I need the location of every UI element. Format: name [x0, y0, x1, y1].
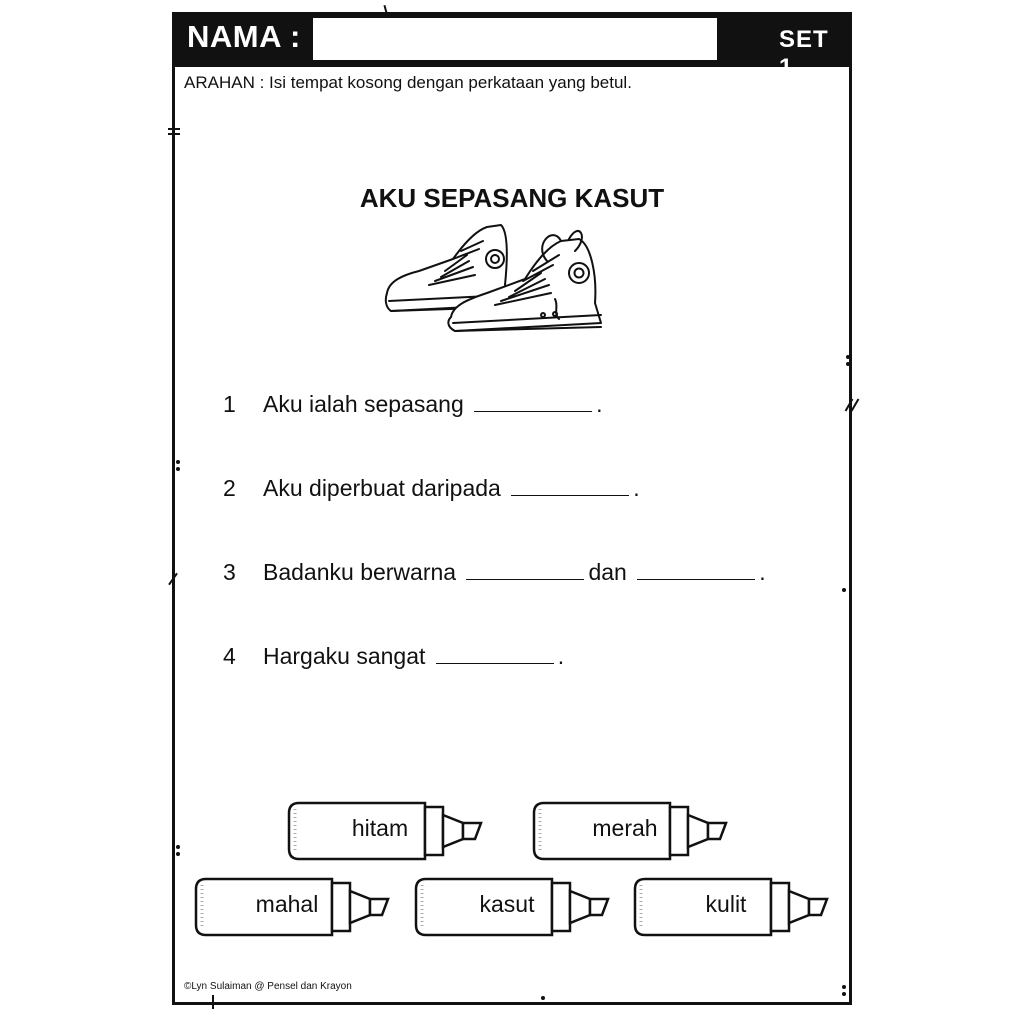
- question-2: [223, 475, 640, 502]
- word-marker-mahal[interactable]: [194, 875, 406, 939]
- question-middle: dan: [588, 559, 627, 585]
- question-end: .: [633, 475, 640, 501]
- answer-blank[interactable]: [436, 645, 554, 664]
- name-label: NAMA :: [187, 19, 301, 54]
- worksheet-title: AKU SEPASANG KASUT: [359, 183, 665, 213]
- question-number: 3: [223, 559, 236, 585]
- word-label: kasut: [479, 891, 535, 917]
- word-marker-kulit[interactable]: [633, 875, 845, 939]
- credit-text: ©Lyn Sulaiman @ Pensel dan Krayon: [184, 981, 352, 992]
- question-end: .: [596, 391, 603, 417]
- word-label: kulit: [705, 891, 747, 917]
- instruction-text: ARAHAN : Isi tempat kosong dengan perkataan yang betul.: [184, 73, 632, 92]
- question-number: 1: [223, 391, 236, 417]
- word-label: hitam: [351, 815, 409, 841]
- word-marker-kasut[interactable]: [414, 875, 626, 939]
- word-label: merah: [592, 815, 658, 841]
- answer-blank[interactable]: [474, 393, 592, 412]
- worksheet: [172, 12, 852, 1005]
- question-end: .: [759, 559, 766, 585]
- question-number: 4: [223, 643, 236, 669]
- question-text: Hargaku sangat: [263, 643, 426, 669]
- question-text: Badanku berwarna: [263, 559, 457, 585]
- question-3: [223, 559, 766, 586]
- question-end: .: [557, 643, 565, 669]
- question-text: Aku ialah sepasang: [263, 391, 464, 417]
- question-number: 2: [223, 475, 236, 501]
- question-4: [223, 643, 564, 670]
- question-text: Aku diperbuat daripada: [263, 475, 501, 501]
- header-band: [175, 15, 849, 81]
- answer-blank[interactable]: [466, 561, 584, 580]
- word-marker-merah[interactable]: [532, 799, 744, 863]
- answer-blank[interactable]: [511, 477, 629, 496]
- sneakers-icon: [383, 215, 619, 335]
- name-field[interactable]: [312, 17, 718, 61]
- answer-blank[interactable]: [637, 561, 755, 580]
- word-marker-hitam[interactable]: [287, 799, 499, 863]
- set-label: SET 1: [779, 26, 829, 81]
- word-label: mahal: [255, 891, 319, 917]
- question-1: [223, 391, 603, 418]
